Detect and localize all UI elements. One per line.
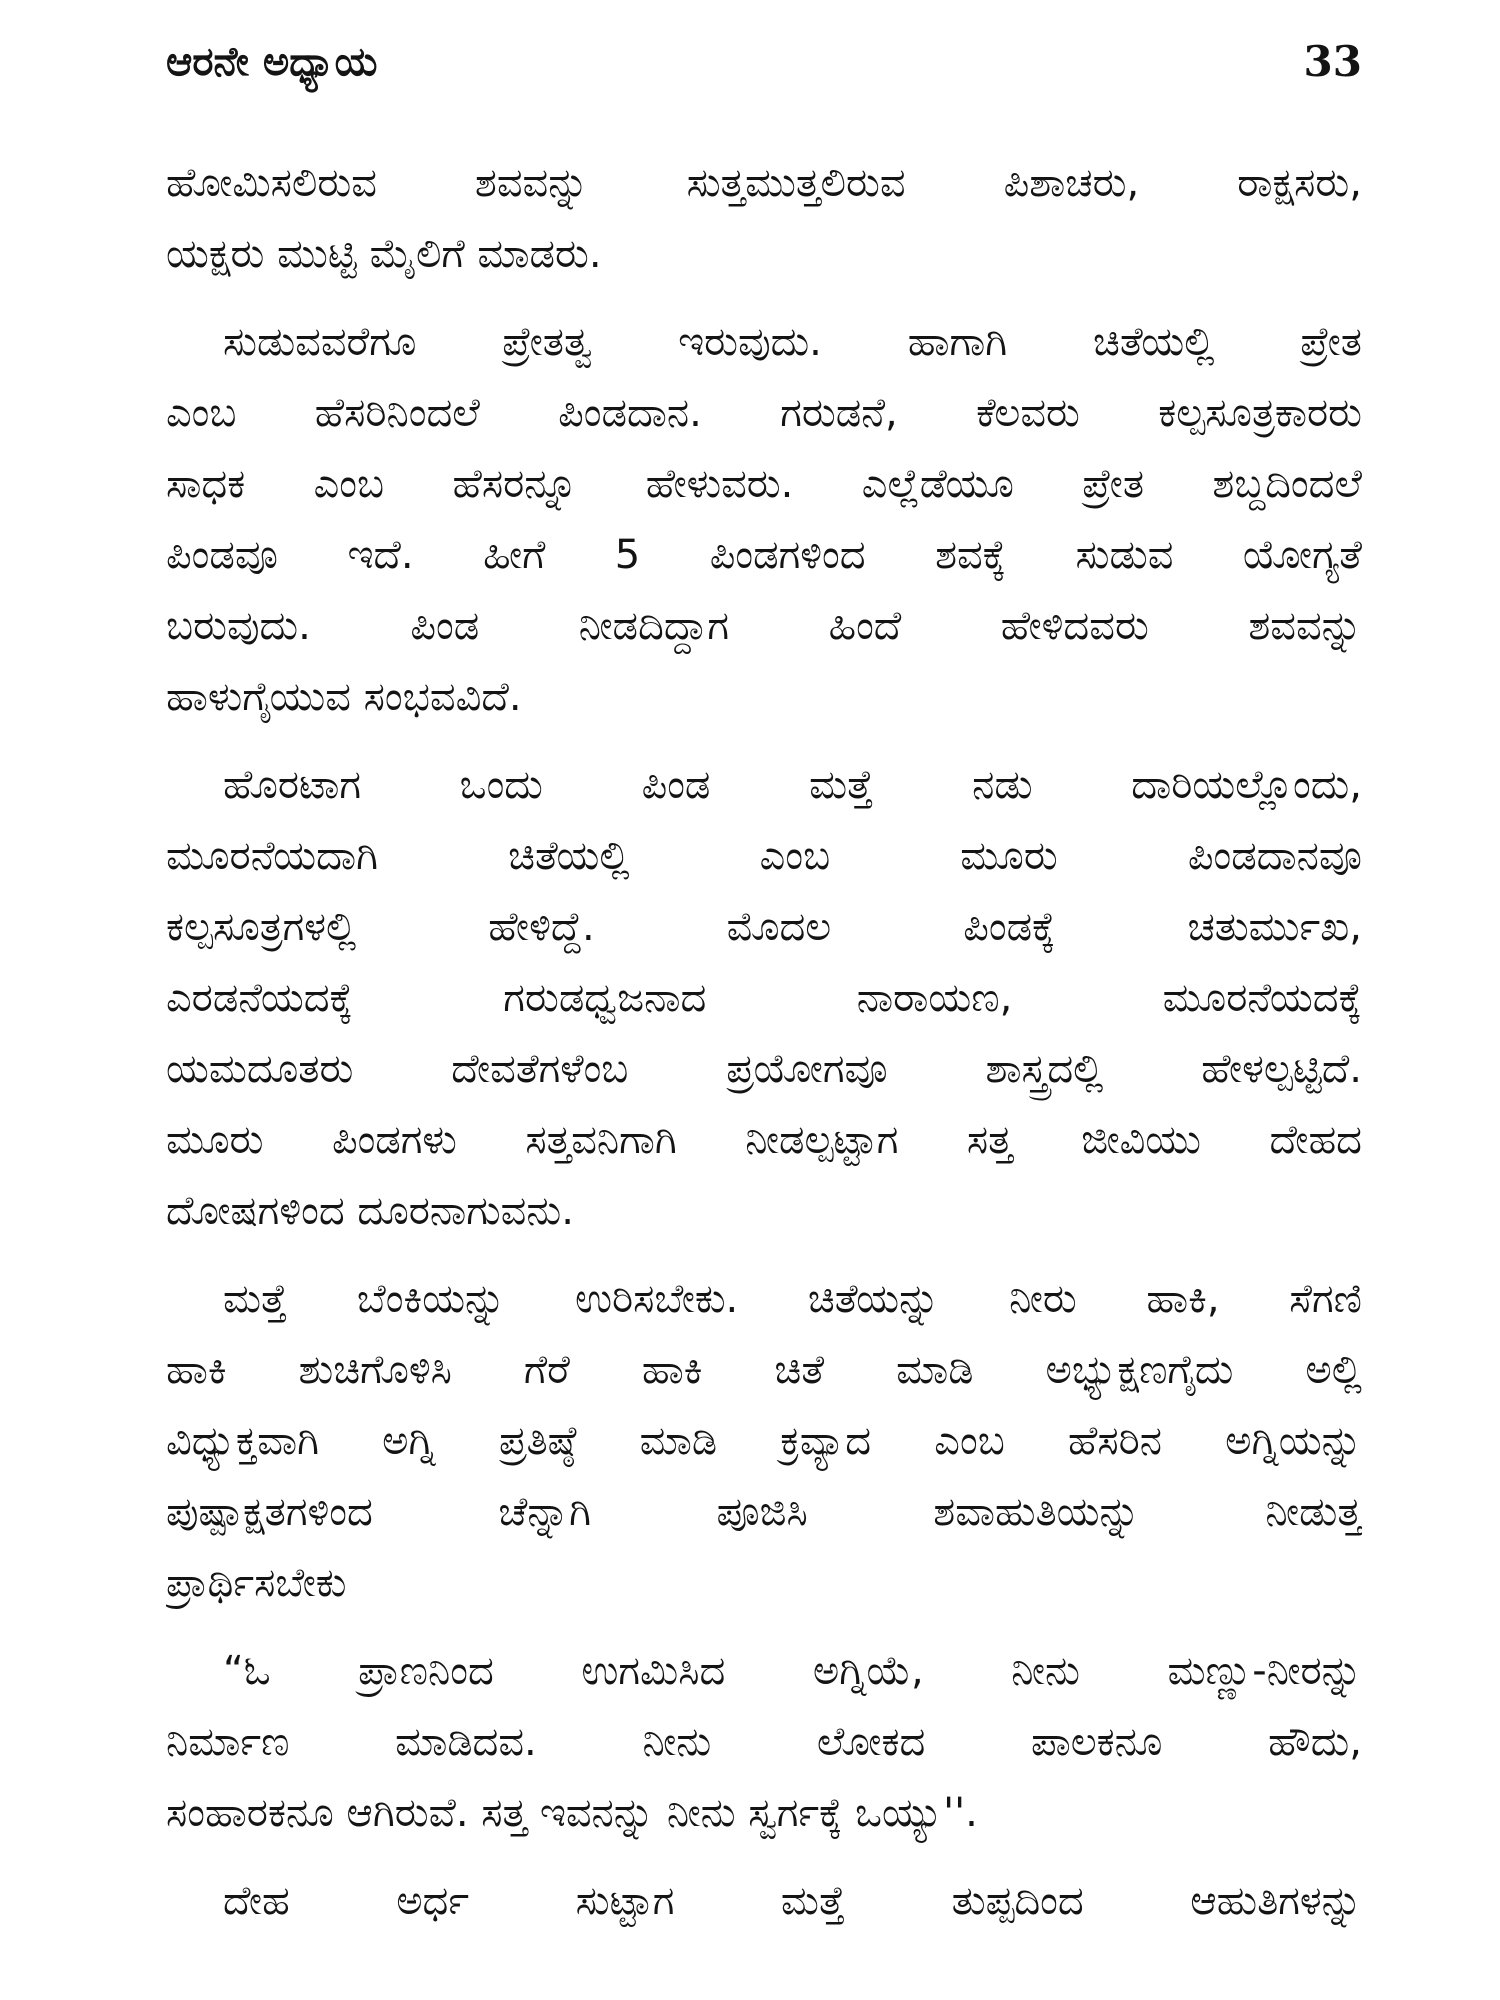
text-line: ಪ್ರಾರ್ಥಿಸಬೇಕು [166, 1560, 347, 1606]
text-line: ಕಲ್ಪಸೂತ್ರಗಳಲ್ಲಿ ಹೇಳಿದ್ದೆ. ಮೊದಲ ಪಿಂಡಕ್ಕೆ ಚತುರ್ಮುಖ, [166, 904, 1362, 950]
text-line: ಮೂರನೆಯದಾಗಿ ಚಿತೆಯಲ್ಲಿ ಎಂಬ ಮೂರು ಪಿಂಡದಾನವೂ [166, 833, 1362, 879]
text-body [166, 148, 1362, 1937]
text-line: ಯಮದೂತರು ದೇವತೆಗಳೆಂಬ ಪ್ರಯೋಗವೂ ಶಾಸ್ತ್ರದಲ್ಲಿ ಹೇಳಲ್ಪಟ್ಟಿದೆ. [166, 1046, 1362, 1092]
text-line: ಎರಡನೆಯದಕ್ಕೆ ಗರುಡಧ್ವಜನಾದ ನಾರಾಯಣ, ಮೂರನೆಯದಕ್ಕೆ [166, 975, 1362, 1021]
text-line: ಹಾಕಿ ಶುಚಿಗೊಳಿಸಿ ಗೆರೆ ಹಾಕಿ ಚಿತೆ ಮಾಡಿ ಅಭ್ಯುಕ್ಷಣಗೈದು ಅಲ್ಲಿ [166, 1347, 1362, 1393]
paragraph [166, 148, 1362, 290]
text-line: ವಿಧ್ಯುಕ್ತವಾಗಿ ಅಗ್ನಿ ಪ್ರತಿಷ್ಠೆ ಮಾಡಿ ಕ್ರವ್ಯಾದ ಎಂಬ ಹೆಸರಿನ ಅಗ್ನಿಯನ್ನು [166, 1418, 1362, 1464]
text-line: ಮೂರು ಪಿಂಡಗಳು ಸತ್ತವನಿಗಾಗಿ ನೀಡಲ್ಪಟ್ಟಾಗ ಸತ್ತ ಜೀವಿಯು ದೇಹದ [166, 1117, 1362, 1163]
text-line: ಪುಷ್ಪಾಕ್ಷತಗಳಿಂದ ಚೆನ್ನಾಗಿ ಪೂಜಿಸಿ ಶವಾಹುತಿಯನ್ನು ನೀಡುತ್ತ [166, 1489, 1362, 1535]
paragraph [166, 1866, 1362, 1937]
text-line: ಮತ್ತೆ ಬೆಂಕಿಯನ್ನು ಉರಿಸಬೇಕು. ಚಿತೆಯನ್ನು ನೀರು ಹಾಕಿ, ಸೆಗಣಿ [223, 1276, 1362, 1322]
text-line: ಪಿಂಡವೂ ಇದೆ. ಹೀಗೆ 5 ಪಿಂಡಗಳಿಂದ ಶವಕ್ಕೆ ಸುಡುವ ಯೋಗ್ಯತೆ [166, 532, 1362, 578]
page-number: 33 [1303, 37, 1362, 86]
paragraph [166, 750, 1362, 1247]
text-line: ದೋಷಗಳಿಂದ ದೂರನಾಗುವನು. [166, 1188, 574, 1234]
text-line: ಯಕ್ಷರು ಮುಟ್ಟಿ ಮೈಲಿಗೆ ಮಾಡರು. [166, 231, 602, 277]
text-line: ಸಂಹಾರಕನೂ ಆಗಿರುವೆ. ಸತ್ತ ಇವನನ್ನು ನೀನು ಸ್ವರ್ಗಕ್ಕೆ ಒಯ್ಯು''. [166, 1790, 978, 1836]
text-line: “ಓ ಪ್ರಾಣನಿಂದ ಉಗಮಿಸಿದ ಅಗ್ನಿಯೆ, ನೀನು ಮಣ್ಣು-ನೀರನ್ನು [223, 1648, 1362, 1694]
text-line: ಬರುವುದು. ಪಿಂಡ ನೀಡದಿದ್ದಾಗ ಹಿಂದೆ ಹೇಳಿದವರು ಶವವನ್ನು [166, 603, 1362, 649]
paragraph [166, 1636, 1362, 1849]
text-line: ಹೋಮಿಸಲಿರುವ ಶವವನ್ನು ಸುತ್ತಮುತ್ತಲಿರುವ ಪಿಶಾಚರು, ರಾಕ್ಷಸರು, [166, 160, 1362, 206]
text-line: ಎಂಬ ಹೆಸರಿನಿಂದಲೆ ಪಿಂಡದಾನ. ಗರುಡನೆ, ಕೆಲವರು ಕಲ್ಪಸೂತ್ರಕಾರರು [166, 390, 1362, 436]
text-line: ಹೊರಟಾಗ ಒಂದು ಪಿಂಡ ಮತ್ತೆ ನಡು ದಾರಿಯಲ್ಲೊಂದು, [223, 762, 1362, 808]
paragraph [166, 1264, 1362, 1619]
paragraph [166, 307, 1362, 733]
chapter-title: ಆರನೇ ಅಧ್ಯಾಯ [166, 39, 378, 85]
text-line: ಹಾಳುಗೈಯುವ ಸಂಭವವಿದೆ. [166, 674, 522, 720]
text-line: ಸುಡುವವರೆಗೂ ಪ್ರೇತತ್ವ ಇರುವುದು. ಹಾಗಾಗಿ ಚಿತೆಯಲ್ಲಿ ಪ್ರೇತ [223, 319, 1362, 365]
text-line: ನಿರ್ಮಾಣ ಮಾಡಿದವ. ನೀನು ಲೋಕದ ಪಾಲಕನೂ ಹೌದು, [166, 1719, 1362, 1765]
text-line: ಸಾಧಕ ಎಂಬ ಹೆಸರನ್ನೂ ಹೇಳುವರು. ಎಲ್ಲೆಡೆಯೂ ಪ್ರೇತ ಶಬ್ದದಿಂದಲೆ [166, 461, 1362, 507]
running-header [166, 30, 1362, 94]
text-line: ದೇಹ ಅರ್ಧ ಸುಟ್ಟಾಗ ಮತ್ತೆ ತುಪ್ಪದಿಂದ ಆಹುತಿಗಳನ್ನು [223, 1878, 1362, 1924]
